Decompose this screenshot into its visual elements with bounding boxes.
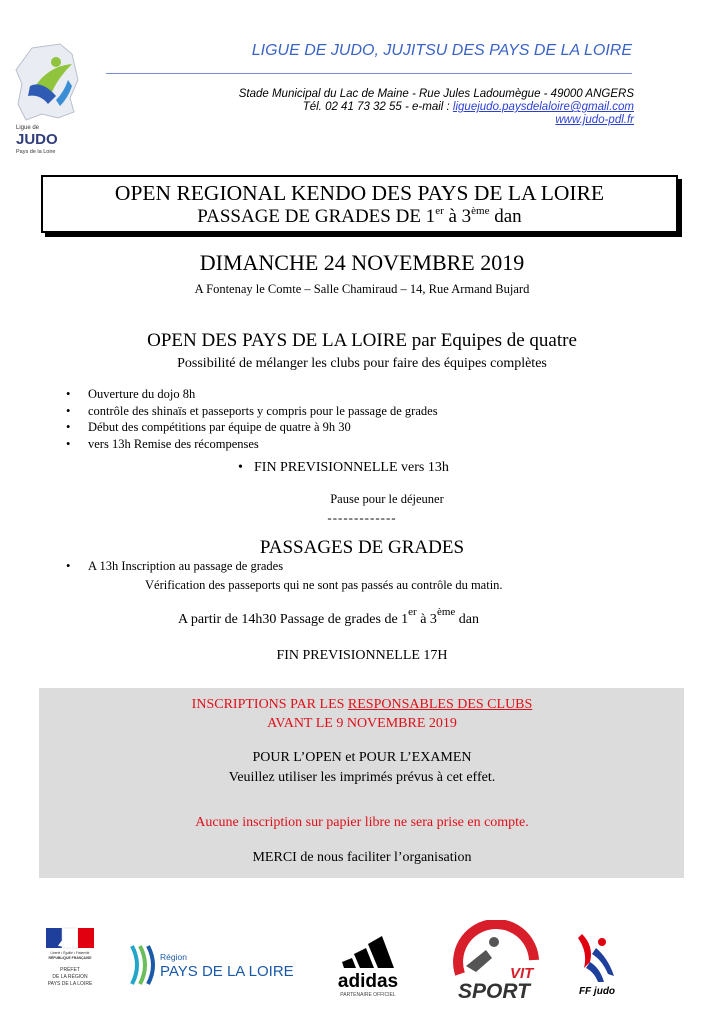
grades-verification: Vérification des passeports qui ne sont pas passés au contrôle du matin. <box>145 578 503 592</box>
website-line <box>555 114 634 126</box>
logo-sub-text: Pays de la Loire <box>16 149 56 155</box>
notice-thanks: MERCI de nous faciliter l’organisation <box>252 850 472 865</box>
vit-text: VIT <box>510 965 534 982</box>
title-part-b: à 3 <box>443 206 472 227</box>
prefet-line1: PRÉFET <box>60 967 80 973</box>
list-item: • Début des compétitions par équipe de quatre à 9h 30 <box>66 419 626 436</box>
tel-text: Tél. 02 41 73 32 55 - e-mail : <box>302 101 453 113</box>
vitsport-logo <box>446 920 550 1002</box>
notice-warning: Aucune inscription sur papier libre ne sera prise en compte. <box>195 815 529 830</box>
header-rule <box>106 73 632 74</box>
program-list <box>66 386 626 452</box>
website-link[interactable]: www.judo-pdl.fr <box>555 114 634 126</box>
title-line-2 <box>43 206 676 228</box>
registration-line <box>0 697 724 713</box>
adidas-logo <box>322 928 414 998</box>
grades-part-a: A partir de 14h30 Passage de grades de 1 <box>178 612 409 627</box>
title-part-a: PASSAGE DE GRADES DE 1 <box>197 206 436 227</box>
grades-part-c: dan <box>455 612 479 627</box>
grades-sup-1: er <box>408 606 417 618</box>
region-small: Région <box>160 952 187 962</box>
email-link[interactable]: liguejudo.paysdelaloire@gmail.com <box>452 101 634 113</box>
title-box <box>41 175 678 233</box>
registration-text: INSCRIPTIONS PAR LES <box>191 697 348 712</box>
list-item: • Ouverture du dojo 8h <box>66 386 626 403</box>
open-fin: FIN PREVISIONNELLE vers 13h <box>254 460 449 475</box>
title-sup-1: er <box>435 205 444 217</box>
region-name: PAYS DE LA LOIRE <box>160 963 294 980</box>
pause-text: Pause pour le déjeuner <box>330 492 444 506</box>
separator: ------------- <box>327 510 397 525</box>
grades-fin: FIN PREVISIONNELLE 17H <box>276 648 448 663</box>
org-name: LIGUE DE JUDO, JUJITSU DES PAYS DE LA LOIRE <box>251 42 632 59</box>
event-date: DIMANCHE 24 NOVEMBRE 2019 <box>199 250 525 275</box>
title-part-c: dan <box>489 206 522 227</box>
notice-pour: POUR L’OPEN et POUR L’EXAMEN <box>252 750 472 765</box>
prefet-line3: PAYS DE LA LOIRE <box>47 981 93 987</box>
contact-line <box>303 101 634 113</box>
grades-schedule <box>178 606 479 628</box>
prefet-logo <box>40 926 106 996</box>
logo-judo-text: JUDO <box>16 131 58 148</box>
open-subtitle: Possibilité de mélanger les clubs pour faire des équipes complètes <box>177 356 547 371</box>
grades-sup-2: ème <box>436 606 456 618</box>
bullet-icon: • <box>238 460 243 475</box>
registration-deadline: AVANT LE 9 NOVEMBRE 2019 <box>267 716 457 731</box>
event-venue: A Fontenay le Comte – Salle Chamiraud – 14, Rue Armand Bujard <box>194 282 530 296</box>
logo-small-text: Ligue de <box>16 125 40 131</box>
grades-part-b: à 3 <box>416 612 437 627</box>
prefet-line2: DE LA RÉGION <box>52 974 88 980</box>
address: Stade Municipal du Lac de Maine - Rue Jules Ladoumègue - 49000 ANGERS <box>238 88 634 100</box>
region-logo <box>128 940 304 990</box>
adidas-name: adidas <box>337 971 399 992</box>
notice-forms: Veuillez utiliser les imprimés prévus à cet effet. <box>228 770 496 785</box>
sport-text: SPORT <box>458 980 530 1002</box>
prefet-motto: Liberté • Égalité • Fraternité <box>50 951 90 955</box>
ffjudo-text: FF judo <box>578 986 616 997</box>
open-title: OPEN DES PAYS DE LA LOIRE par Equipes de quatre <box>147 330 577 351</box>
grades-item: A 13h Inscription au passage de grades <box>88 559 284 573</box>
title-sup-2: ème <box>471 205 490 217</box>
adidas-sub: PARTENAIRE OFFICIEL <box>340 992 396 998</box>
list-item: • vers 13h Remise des récompenses <box>66 436 626 453</box>
registration-underlined: RESPONSABLES DES CLUBS <box>347 697 533 712</box>
grades-title: PASSAGES DE GRADES <box>259 537 465 558</box>
bullet-icon: • <box>66 559 71 573</box>
list-item: • contrôle des shinaïs et passeports y compris pour le passage de grades <box>66 403 626 420</box>
title-line-1: OPEN REGIONAL KENDO DES PAYS DE LA LOIRE <box>114 181 605 205</box>
prefet-republique: RÉPUBLIQUE FRANÇAISE <box>48 956 92 960</box>
ffjudo-logo <box>572 928 622 998</box>
